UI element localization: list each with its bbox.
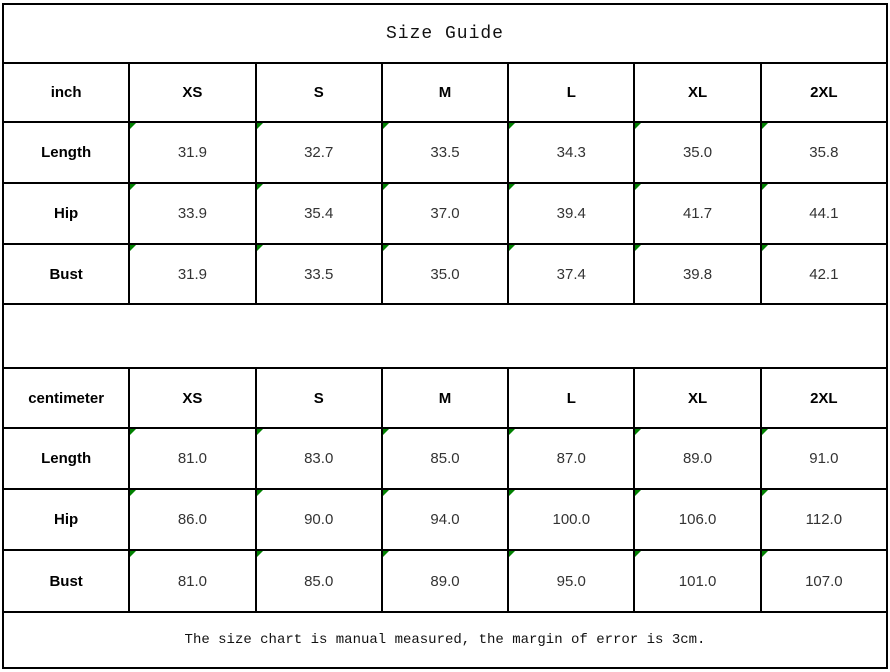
cell-corner-triangle-icon	[130, 184, 136, 190]
cell-corner-triangle-icon	[762, 490, 768, 496]
measurement-cell	[762, 245, 886, 303]
cell-corner-triangle-icon	[509, 245, 515, 251]
inch-header-l: L	[509, 64, 633, 121]
cell-corner-triangle-icon	[762, 429, 768, 435]
measurement-value: 83.0	[304, 450, 334, 467]
measurement-cell	[762, 184, 886, 243]
unit-header-inch: inch	[4, 64, 128, 121]
cell-corner-triangle-icon	[257, 245, 263, 251]
cell-corner-triangle-icon	[635, 245, 641, 251]
inch-row-label-hip: Hip	[4, 184, 128, 243]
cell-corner-triangle-icon	[257, 490, 263, 496]
measurement-value: 34.3	[556, 144, 586, 161]
measurement-cell	[257, 490, 381, 549]
size-guide-table	[2, 3, 888, 669]
inch-header-xl: XL	[635, 64, 759, 121]
measurement-cell	[257, 245, 381, 303]
cm-header-m: M	[383, 369, 507, 427]
measurement-cell	[383, 490, 507, 549]
measurement-value: 33.5	[430, 144, 460, 161]
measurement-value: 35.4	[304, 205, 334, 222]
cell-corner-triangle-icon	[383, 184, 389, 190]
measurement-value: 31.9	[177, 265, 208, 283]
measurement-value: 112.0	[805, 511, 843, 528]
measurement-value: 86.0	[177, 511, 208, 528]
measurement-value: 81.0	[177, 572, 208, 590]
measurement-cell	[762, 123, 886, 182]
measurement-value: 35.8	[809, 144, 839, 161]
measurement-cell	[509, 245, 633, 303]
measurement-cell	[130, 429, 254, 488]
measurement-cell	[509, 429, 633, 488]
inch-header-2xl: 2XL	[762, 64, 886, 121]
measurement-cell	[383, 184, 507, 243]
cell-corner-triangle-icon	[762, 184, 768, 190]
measurement-value: 89.0	[430, 572, 460, 590]
measurement-value: 33.9	[177, 205, 208, 222]
measurement-value: 39.4	[556, 205, 586, 222]
measurement-value: 44.1	[809, 205, 839, 222]
measurement-cell	[257, 184, 381, 243]
cell-corner-triangle-icon	[635, 123, 641, 129]
measurement-cell	[635, 123, 759, 182]
cell-corner-triangle-icon	[635, 490, 641, 496]
cell-corner-triangle-icon	[762, 245, 768, 251]
cell-corner-triangle-icon	[130, 490, 136, 496]
measurement-cell	[509, 123, 633, 182]
cell-corner-triangle-icon	[130, 123, 136, 129]
measurement-value: 106.0	[678, 511, 717, 528]
footer-note: The size chart is manual measured, the margin of error is 3cm.	[4, 613, 886, 667]
measurement-value: 87.0	[556, 450, 586, 467]
measurement-value: 90.0	[304, 511, 334, 528]
measurement-value: 39.8	[682, 265, 713, 283]
measurement-cell	[257, 551, 381, 611]
measurement-cell	[762, 490, 886, 549]
measurement-value: 37.4	[556, 265, 586, 283]
cell-corner-triangle-icon	[257, 551, 263, 557]
cm-row-label-hip: Hip	[4, 490, 128, 549]
measurement-value: 89.0	[682, 450, 713, 467]
cm-header-l: L	[509, 369, 633, 427]
measurement-value: 94.0	[430, 511, 460, 528]
inch-row-label-length: Length	[4, 123, 128, 182]
spacer-row	[4, 305, 886, 367]
measurement-cell	[257, 123, 381, 182]
cell-corner-triangle-icon	[635, 184, 641, 190]
measurement-cell	[383, 123, 507, 182]
cell-corner-triangle-icon	[509, 184, 515, 190]
measurement-value: 37.0	[430, 205, 460, 222]
cell-corner-triangle-icon	[383, 245, 389, 251]
measurement-cell	[130, 551, 254, 611]
measurement-cell	[257, 429, 381, 488]
measurement-cell	[509, 551, 633, 611]
measurement-cell	[762, 429, 886, 488]
cell-corner-triangle-icon	[257, 184, 263, 190]
measurement-cell	[635, 184, 759, 243]
cell-corner-triangle-icon	[635, 551, 641, 557]
measurement-value: 101.0	[678, 572, 717, 590]
inch-header-xs: XS	[130, 64, 254, 121]
cm-row-label-length: Length	[4, 429, 128, 488]
measurement-value: 107.0	[805, 572, 843, 590]
cell-corner-triangle-icon	[762, 123, 768, 129]
cell-corner-triangle-icon	[257, 123, 263, 129]
cell-corner-triangle-icon	[509, 490, 515, 496]
cell-corner-triangle-icon	[130, 551, 136, 557]
inch-header-s: S	[257, 64, 381, 121]
measurement-value: 35.0	[430, 265, 460, 283]
measurement-cell	[130, 490, 254, 549]
measurement-cell	[635, 429, 759, 488]
cell-corner-triangle-icon	[509, 429, 515, 435]
cell-corner-triangle-icon	[383, 123, 389, 129]
measurement-cell	[635, 490, 759, 549]
measurement-value: 32.7	[304, 144, 334, 161]
measurement-value: 85.0	[430, 450, 460, 467]
cell-corner-triangle-icon	[383, 551, 389, 557]
cm-header-xl: XL	[635, 369, 759, 427]
measurement-cell	[635, 551, 759, 611]
measurement-cell	[130, 245, 254, 303]
measurement-value: 41.7	[682, 205, 713, 222]
inch-row-label-bust: Bust	[4, 245, 128, 303]
measurement-value: 35.0	[682, 144, 713, 161]
measurement-cell	[635, 245, 759, 303]
cell-corner-triangle-icon	[257, 429, 263, 435]
measurement-cell	[130, 184, 254, 243]
cell-corner-triangle-icon	[383, 490, 389, 496]
cell-corner-triangle-icon	[509, 123, 515, 129]
measurement-cell	[509, 184, 633, 243]
cell-corner-triangle-icon	[130, 245, 136, 251]
measurement-cell	[383, 245, 507, 303]
measurement-cell	[762, 551, 886, 611]
measurement-cell	[383, 429, 507, 488]
page-title: Size Guide	[4, 5, 886, 62]
cell-corner-triangle-icon	[635, 429, 641, 435]
measurement-value: 100.0	[552, 511, 591, 528]
measurement-value: 85.0	[304, 572, 334, 590]
cm-header-s: S	[257, 369, 381, 427]
measurement-value: 95.0	[556, 572, 586, 590]
measurement-value: 91.0	[809, 450, 839, 467]
cm-header-2xl: 2XL	[762, 369, 886, 427]
inch-header-m: M	[383, 64, 507, 121]
cell-corner-triangle-icon	[383, 429, 389, 435]
cm-header-xs: XS	[130, 369, 254, 427]
measurement-cell	[383, 551, 507, 611]
measurement-cell	[130, 123, 254, 182]
measurement-value: 81.0	[177, 450, 208, 467]
unit-header-centimeter: centimeter	[4, 369, 128, 427]
measurement-value: 33.5	[304, 265, 334, 283]
cm-row-label-bust: Bust	[4, 551, 128, 611]
measurement-value: 31.9	[177, 144, 208, 161]
measurement-cell	[509, 490, 633, 549]
measurement-value: 42.1	[809, 265, 839, 283]
cell-corner-triangle-icon	[509, 551, 515, 557]
cell-corner-triangle-icon	[762, 551, 768, 557]
cell-corner-triangle-icon	[130, 429, 136, 435]
